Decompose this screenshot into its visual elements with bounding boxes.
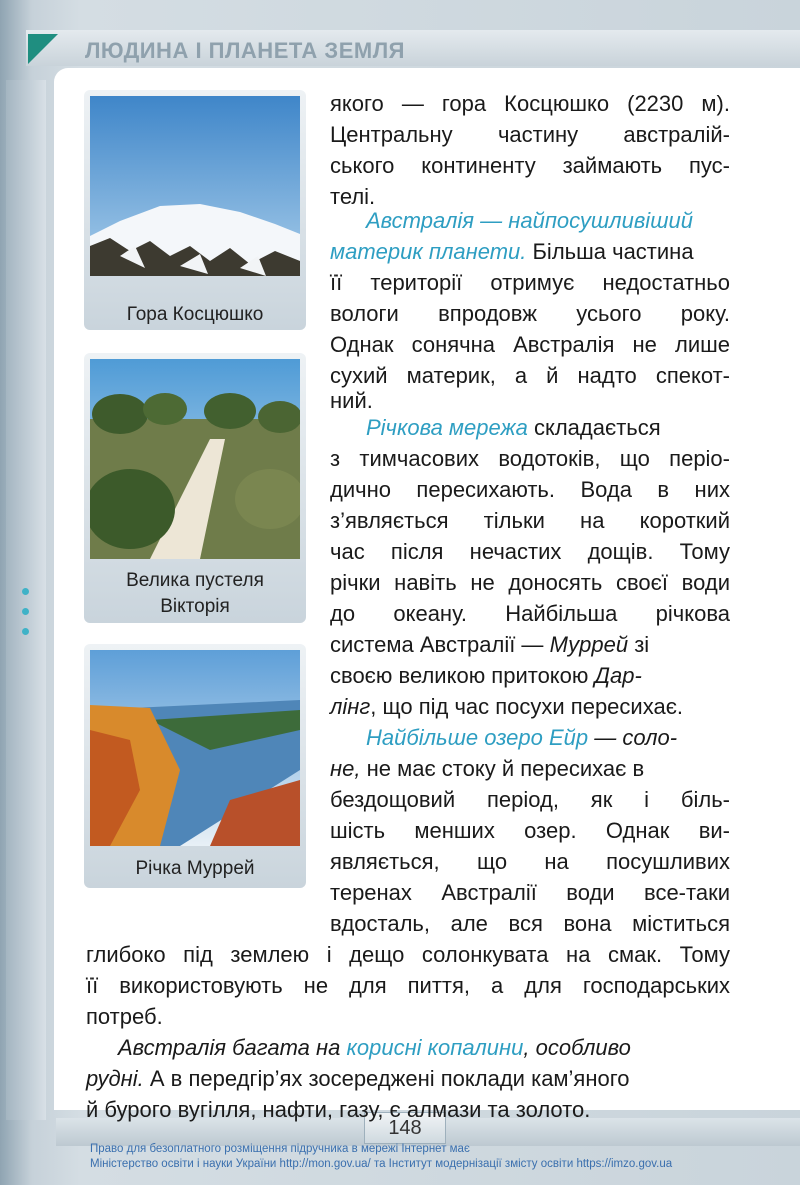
- figure-caption: Велика пустеля: [126, 570, 264, 591]
- text-line: [366, 722, 677, 753]
- text-line: час після нечастих дощів. Тому: [330, 539, 730, 564]
- text-line: її території отримує недостатньо: [330, 270, 730, 295]
- text-line: річки навіть не доносять своєї води: [330, 570, 730, 595]
- river-photo-icon: [90, 650, 300, 846]
- text-line: глибоко під землею і дещо солонкувата на смак. Тому: [86, 942, 730, 967]
- text-line: телі.: [330, 184, 376, 209]
- highlight-term: корисні копалини: [346, 1035, 524, 1060]
- text-line: дично пересихають. Вода в них: [330, 477, 730, 502]
- text-line: якого — гора Косцюшко (2230 м).: [330, 91, 730, 116]
- italic-term: Австралія багата на: [118, 1035, 347, 1060]
- text-span: А в передгір’ях зосереджені поклади кам’яного: [143, 1066, 630, 1091]
- text-line: з тимчасових водотоків, що періо-: [330, 446, 730, 471]
- text-line: [330, 691, 683, 722]
- text-line: [86, 1063, 630, 1094]
- text-line: [366, 412, 661, 443]
- text-line: ний.: [330, 388, 373, 413]
- text-line: [330, 753, 644, 784]
- text-line: з’являється тільки на короткий: [330, 508, 730, 533]
- text-span: Більша частина: [526, 239, 694, 264]
- text-line: шість менших озер. Однак ви-: [330, 818, 730, 843]
- text-line: Однак сонячна Австралія не лише: [330, 332, 730, 357]
- text-span: система Австралії —: [330, 632, 550, 657]
- text-span: , що під час посухи пересихає.: [370, 694, 684, 719]
- left-decor-strip: [6, 80, 46, 1120]
- desert-photo-icon: [90, 359, 300, 559]
- text-line: [330, 660, 642, 691]
- highlight-term: Річкова мережа: [366, 415, 528, 440]
- text-span: не має стоку й пересихає в: [360, 756, 645, 781]
- text-line: бездощовий період, як і біль-: [330, 787, 730, 812]
- figure-caption: Вікторія: [160, 596, 230, 617]
- figure-caption: Річка Муррей: [135, 858, 255, 879]
- text-span: зі: [628, 632, 650, 657]
- section-title: ЛЮДИНА І ПЛАНЕТА ЗЕМЛЯ: [85, 38, 405, 63]
- highlight-term: Австралія — найпосушливіший: [366, 208, 693, 233]
- text-line: теренах Австралії води все-таки: [330, 880, 730, 905]
- page-number: 148: [364, 1112, 446, 1144]
- mountain-photo-icon: [90, 96, 300, 276]
- decor-dot: [22, 608, 29, 615]
- figure-caption: Гора Косцюшко: [126, 304, 264, 325]
- text-span: своєю великою притокою: [330, 663, 595, 688]
- text-line: й бурого вугілля, нафти, газу, є алмази та золото.: [86, 1097, 591, 1122]
- italic-term: не,: [330, 756, 361, 781]
- text-line: вдосталь, але вся вона міститься: [330, 911, 730, 936]
- highlight-term: материк планети.: [330, 239, 527, 264]
- corner-triangle-icon: [28, 34, 58, 64]
- text-line: вологи впродовж усього року.: [330, 301, 730, 326]
- italic-term: Муррей: [549, 632, 629, 657]
- italic-term: , особливо: [523, 1035, 631, 1060]
- text-line: [330, 629, 649, 660]
- italic-term: Дар-: [594, 663, 642, 688]
- text-line: її використовують не для пиття, а для господарських: [86, 973, 730, 998]
- italic-term: лінг: [330, 694, 371, 719]
- highlight-term: Найбільше озеро Ейр: [366, 725, 589, 750]
- text-line: ського континенту займають пус-: [330, 153, 730, 178]
- footer-note: Міністерство освіти і науки України http://mon.gov.ua/ та Інститут модернізації змісту освіти https://imzo.gov.ua: [90, 1158, 673, 1170]
- text-line: до океану. Найбільша річкова: [330, 601, 730, 626]
- figure-desert: [84, 353, 306, 623]
- decor-dot: [22, 628, 29, 635]
- text-line: являється, що на посушливих: [330, 849, 730, 874]
- decor-dot: [22, 588, 29, 595]
- italic-term: — соло-: [588, 725, 678, 750]
- figure-mountain: [84, 90, 306, 330]
- text-span: складається: [527, 415, 661, 440]
- text-line: Центральну частину австралій-: [330, 122, 730, 147]
- text-line: сухий материк, а й надто спекот-: [330, 363, 730, 388]
- italic-term: рудні.: [86, 1066, 144, 1091]
- text-line: [118, 1032, 631, 1063]
- figure-river: [84, 644, 306, 888]
- text-line: потреб.: [86, 1004, 163, 1029]
- text-line: [330, 236, 730, 267]
- footer-note: Право для безоплатного розміщення підручника в мережі Інтернет має: [90, 1143, 470, 1155]
